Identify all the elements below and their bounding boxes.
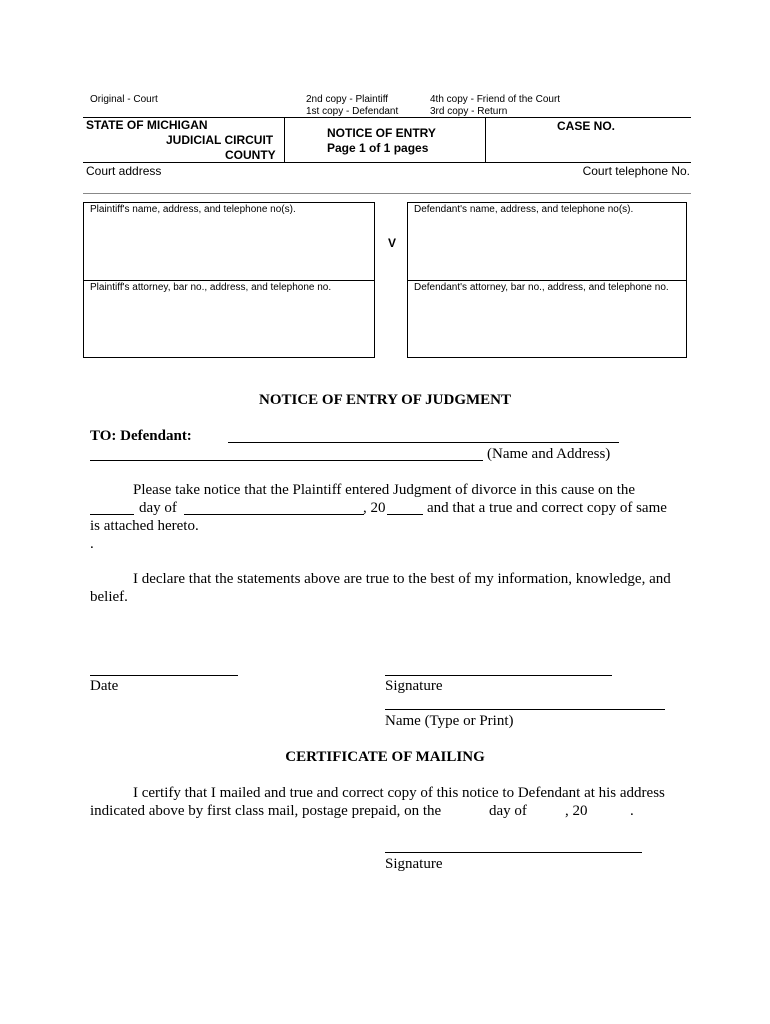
header-divider-left xyxy=(284,117,285,162)
notice-title: NOTICE OF ENTRY OF JUDGMENT xyxy=(259,392,511,408)
day-of-label: day of xyxy=(139,500,177,516)
certificate-line1: I certify that I mailed and true and correct copy of this notice to Defendant at his address xyxy=(133,785,665,801)
address-rule xyxy=(83,193,691,194)
county-label: COUNTY xyxy=(225,148,276,162)
certificate-line2: indicated above by first class mail, postage prepaid, on the xyxy=(90,803,442,819)
notice-para-line3: is attached hereto. xyxy=(90,518,199,534)
day-blank xyxy=(90,514,134,515)
court-address-label: Court address xyxy=(86,164,162,178)
certificate-twenty: , 20 xyxy=(565,803,588,819)
judicial-circuit-label: JUDICIAL CIRCUIT xyxy=(166,133,274,147)
notice-para-rest: and that a true and correct copy of same xyxy=(427,500,667,516)
defendant-line-2 xyxy=(90,460,483,461)
certificate-signature-label: Signature xyxy=(385,856,443,872)
plaintiff-label: Plaintiff's name, address, and telephone no(s). xyxy=(90,204,296,215)
notice-para-line1: Please take notice that the Plaintiff entered Judgment of divorce in this cause on the xyxy=(133,482,636,498)
court-telephone-label: Court telephone No. xyxy=(582,164,690,178)
signature-label: Signature xyxy=(385,678,443,694)
year-blank xyxy=(387,514,423,515)
certificate-title: CERTIFICATE OF MAILING xyxy=(285,749,485,765)
page-info: Page 1 of 1 pages xyxy=(327,141,429,155)
plaintiff-attorney-label: Plaintiff's attorney, bar no., address, and telephone no. xyxy=(90,282,332,293)
header-bottom-rule xyxy=(83,162,691,163)
date-label: Date xyxy=(90,678,119,694)
defendant-line-1 xyxy=(228,442,619,443)
defendant-attorney-label: Defendant's attorney, bar no., address, and telephone no. xyxy=(414,282,669,293)
to-defendant-label: TO: Defendant: xyxy=(90,428,192,444)
defendant-label: Defendant's name, address, and telephone no(s). xyxy=(414,204,634,215)
copy-2nd: 2nd copy - Plaintiff xyxy=(306,94,389,105)
plaintiff-box xyxy=(83,202,375,358)
name-print-label: Name (Type or Print) xyxy=(385,713,514,729)
declare-line1: I declare that the statements above are true to the best of my information, knowledge, and xyxy=(133,571,671,587)
form-title: NOTICE OF ENTRY xyxy=(327,126,436,140)
copy-3rd: 3rd copy - Return xyxy=(430,106,508,117)
signature-line xyxy=(385,675,612,676)
name-address-label: (Name and Address) xyxy=(487,446,611,462)
month-blank xyxy=(184,514,364,515)
header-divider-right xyxy=(485,117,486,162)
name-print-line xyxy=(385,709,665,710)
certificate-period: . xyxy=(630,803,634,819)
state-label: STATE OF MICHIGAN xyxy=(86,118,208,132)
versus-label: V xyxy=(388,236,397,250)
copy-4th: 4th copy - Friend of the Court xyxy=(430,94,561,105)
case-no-label: CASE NO. xyxy=(557,119,616,133)
twenty-label: , 20 xyxy=(363,500,386,516)
certificate-day-of: day of xyxy=(489,803,527,819)
date-line xyxy=(90,675,238,676)
certificate-signature-line xyxy=(385,852,642,853)
defendant-box xyxy=(407,202,687,358)
declare-line2: belief. xyxy=(90,589,128,605)
copy-1st: 1st copy - Defendant xyxy=(306,106,399,117)
stray-period: . xyxy=(90,536,94,552)
copy-original: Original - Court xyxy=(90,94,158,105)
